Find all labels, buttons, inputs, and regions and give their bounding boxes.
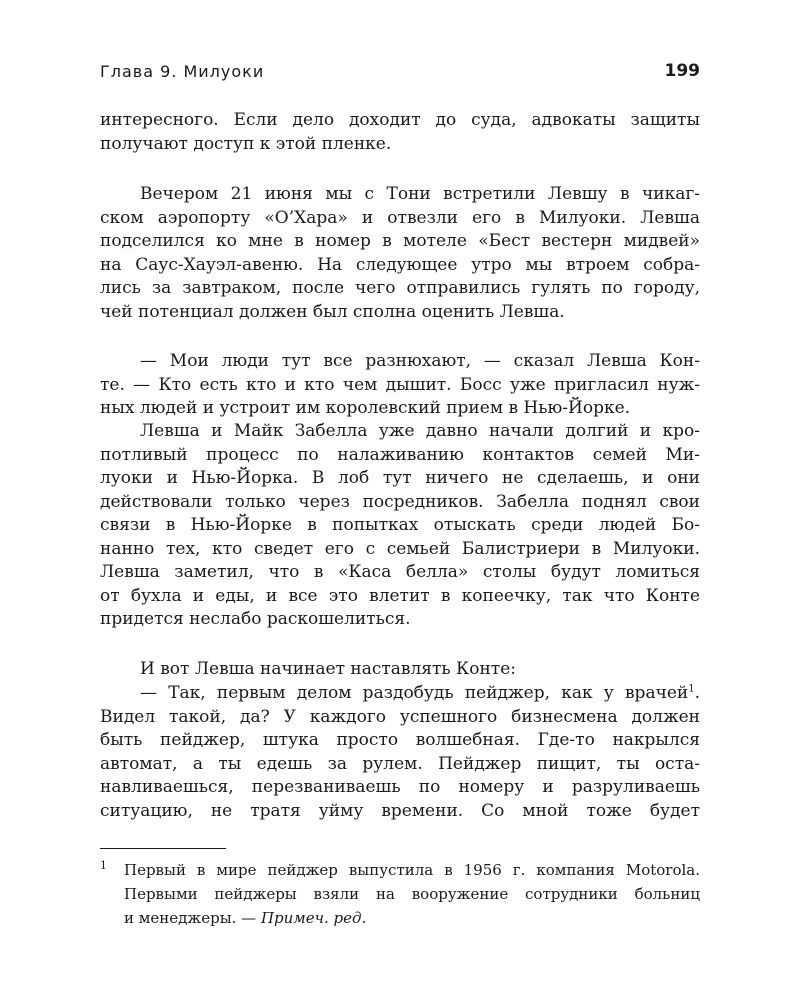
text-line: ском аэропорту «О’Хара» и отвезли его в Милуоки. Левша [100,207,700,228]
running-head: Глава 9. Милуоки [100,62,265,81]
footnote-reference: 1 [688,683,695,695]
paragraph-continued [100,109,700,156]
text-line: ных людей и устроит им королевский прием в Нью-Йорке. [100,398,631,418]
text-line: быть пейджер, штука просто волшебная. Где-то накрылся [100,730,700,750]
text-line: И вот Левша начинает наставлять Конте: [140,659,516,679]
text-line: Левша заметил, что в «Каса белла» столы будут ломиться [100,562,700,582]
text-line [100,682,700,706]
text-line: автомат, а ты едешь за рулем. Пейджер пищит, ты оста- [100,753,700,774]
page-number: 199 [664,61,700,81]
footnote-line [124,906,700,930]
text-line: навливаешься, перезваниваешь по номеру и разруливаешь [100,777,700,797]
footnote-line: Первый в мире пейджер выпустила в 1956 г. компания Motorola. [124,861,700,879]
text-fragment: и менеджеры. — [124,909,261,927]
text-line: от бухла и еды, и все это влетит в копеечку, так что Конте [100,585,700,606]
paragraph-pager [100,682,700,823]
text-line: потливый процесс по налаживанию контактов семей Ми- [100,444,700,465]
text-line: придется неслабо раскошелиться. [100,609,411,629]
page-header [100,58,700,88]
footnote-body [124,858,700,930]
text-line: — Мои люди тут все разнюхают, — сказал Левша Кон- [140,351,700,371]
text-line: лись за завтраком, после чего отправились гулять по городу, [100,278,700,298]
text-line: луоки и Нью-Йорка. В лоб тут ничего не сделаешь, и они [100,468,700,488]
text-line: интересного. Если дело доходит до суда, адвокаты защиты [100,110,700,130]
footnote-divider [100,848,226,849]
editor-note: Примеч. ред. [260,909,367,927]
text-line: на Саус-Хауэл-авеню. На следующее утро мы втроем собра- [100,254,700,275]
text-fragment: . [694,683,700,703]
text-line: чей потенциал должен был сполна оценить Левша. [100,301,565,322]
text-line: Видел такой, да? У каждого успешного бизнесмена должен [100,706,700,727]
paragraph-zabella [100,420,700,632]
paragraph-dialogue [100,350,700,421]
footnote-mark: 1 [100,859,107,872]
text-line: связи в Нью-Йорке в попытках отыскать среди людей Бо- [100,515,700,535]
text-line: Вечером 21 июня мы с Тони встретили Левшу в чикаг- [140,184,700,204]
paragraph-airport [100,183,700,324]
text-line: Левша и Майк Забелла уже давно начали долгий и кро- [140,421,700,441]
text-line: подселился ко мне в номер в мотеле «Бест вестерн мидвей» [100,231,700,251]
text-line: ситуацию, не тратя уйму времени. Со мной тоже будет [100,800,700,821]
text-line: получают доступ к этой пленке. [100,133,392,154]
footnote-line: Первыми пейджеры взяли на вооружение сотрудники больниц [124,885,700,903]
paragraph-instruction [100,658,700,682]
text-line: действовали только через посредников. Забелла поднял свои [100,491,700,512]
text-fragment: — Так, первым делом раздобудь пейджер, как у врачей [140,683,689,703]
text-line: те. — Кто есть кто и кто чем дышит. Босс уже пригласил нуж- [100,374,700,395]
text-line: нанно тех, кто сведет его с семьей Балистриери в Милуоки. [100,538,700,559]
